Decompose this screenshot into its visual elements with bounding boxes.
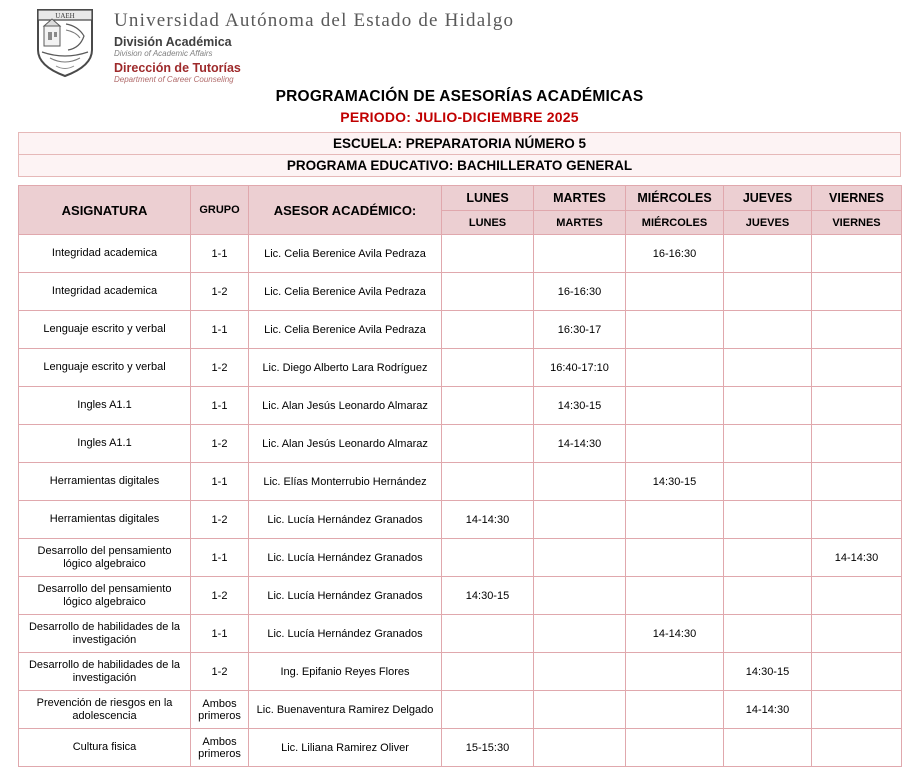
cell-viernes: [812, 273, 902, 311]
cell-martes: 16:40-17:10: [534, 349, 626, 387]
cell-grupo: 1-2: [191, 273, 249, 311]
table-row: [19, 387, 902, 425]
cell-viernes: 14-14:30: [812, 539, 902, 577]
cell-martes: 14:30-15: [534, 387, 626, 425]
cell-miercoles: [626, 691, 724, 729]
cell-miercoles: 14:30-15: [626, 463, 724, 501]
cell-grupo: 1-2: [191, 349, 249, 387]
table-row: [19, 691, 902, 729]
division-es: División Académica: [114, 35, 232, 49]
cell-lunes: [442, 615, 534, 653]
cell-asesor: Lic. Lucía Hernández Granados: [249, 539, 442, 577]
cell-asesor: Lic. Celia Berenice Avila Pedraza: [249, 311, 442, 349]
cell-miercoles: [626, 729, 724, 767]
cell-martes: [534, 615, 626, 653]
university-name: Universidad Autónoma del Estado de Hidalgo: [114, 10, 515, 31]
cell-miercoles: [626, 653, 724, 691]
cell-asesor: Lic. Lucía Hernández Granados: [249, 501, 442, 539]
cell-martes: [534, 691, 626, 729]
cell-grupo: 1-1: [191, 387, 249, 425]
cell-lunes: [442, 691, 534, 729]
cell-lunes: [442, 463, 534, 501]
cell-viernes: [812, 577, 902, 615]
cell-martes: 16-16:30: [534, 273, 626, 311]
header-asignatura: ASIGNATURA: [19, 186, 191, 235]
cell-lunes: [442, 539, 534, 577]
cell-jueves: 14:30-15: [724, 653, 812, 691]
table-row: [19, 425, 902, 463]
cell-martes: [534, 539, 626, 577]
cell-viernes: [812, 235, 902, 273]
cell-jueves: 14-14:30: [724, 691, 812, 729]
cell-asesor: Lic. Alan Jesús Leonardo Almaraz: [249, 425, 442, 463]
program-name: PROGRAMA EDUCATIVO: BACHILLERATO GENERAL: [286, 158, 633, 173]
cell-viernes: [812, 463, 902, 501]
cell-grupo: 1-2: [191, 425, 249, 463]
cell-grupo: 1-1: [191, 463, 249, 501]
cell-viernes: [812, 615, 902, 653]
cell-grupo: 1-2: [191, 653, 249, 691]
svg-text:UAEH: UAEH: [55, 12, 75, 20]
direction-es: Dirección de Tutorías: [114, 60, 241, 75]
cell-asignatura: Herramientas digitales: [19, 501, 191, 539]
cell-asignatura: Lenguaje escrito y verbal: [19, 349, 191, 387]
cell-lunes: [442, 311, 534, 349]
header-day-jueves: JUEVES: [724, 186, 812, 211]
cell-asignatura: Lenguaje escrito y verbal: [19, 311, 191, 349]
header-day-miercoles: MIÉRCOLES: [626, 186, 724, 211]
table-row: [19, 729, 902, 767]
header-day-lunes: LUNES: [442, 186, 534, 211]
cell-jueves: [724, 235, 812, 273]
direction-en: Department of Career Counseling: [114, 75, 234, 85]
cell-asignatura: Cultura fisica: [19, 729, 191, 767]
cell-viernes: [812, 311, 902, 349]
cell-jueves: [724, 387, 812, 425]
cell-miercoles: [626, 425, 724, 463]
header-subday-lunes: LUNES: [442, 211, 534, 235]
cell-asesor: Lic. Lucía Hernández Granados: [249, 577, 442, 615]
cell-martes: 16:30-17: [534, 311, 626, 349]
cell-viernes: [812, 349, 902, 387]
cell-asesor: Ing. Epifanio Reyes Flores: [249, 653, 442, 691]
cell-miercoles: [626, 577, 724, 615]
cell-grupo: Ambos primeros: [191, 691, 249, 729]
cell-lunes: 14-14:30: [442, 501, 534, 539]
cell-asignatura: Desarrollo de habilidades de la investigación: [19, 615, 191, 653]
page-title: PROGRAMACIÓN DE ASESORÍAS ACADÉMICAS: [275, 88, 644, 105]
table-header-row-1: [19, 186, 902, 211]
cell-asignatura: Prevención de riesgos en la adolescencia: [19, 691, 191, 729]
cell-asignatura: Integridad academica: [19, 235, 191, 273]
cell-asesor: Lic. Celia Berenice Avila Pedraza: [249, 273, 442, 311]
cell-viernes: [812, 425, 902, 463]
cell-asignatura: Herramientas digitales: [19, 463, 191, 501]
cell-grupo: 1-2: [191, 577, 249, 615]
header-asesor: ASESOR ACADÉMICO:: [249, 186, 442, 235]
header-subday-martes: MARTES: [534, 211, 626, 235]
cell-jueves: [724, 729, 812, 767]
cell-jueves: [724, 463, 812, 501]
cell-asesor: Lic. Alan Jesús Leonardo Almaraz: [249, 387, 442, 425]
table-row: [19, 539, 902, 577]
cell-grupo: Ambos primeros: [191, 729, 249, 767]
cell-asesor: Lic. Liliana Ramirez Oliver: [249, 729, 442, 767]
header-day-martes: MARTES: [534, 186, 626, 211]
cell-lunes: [442, 653, 534, 691]
cell-viernes: [812, 729, 902, 767]
cell-jueves: [724, 311, 812, 349]
cell-lunes: [442, 387, 534, 425]
cell-miercoles: 14-14:30: [626, 615, 724, 653]
cell-asignatura: Ingles A1.1: [19, 387, 191, 425]
cell-grupo: 1-2: [191, 501, 249, 539]
division-en: Division of Academic Affairs: [114, 49, 213, 59]
cell-martes: [534, 729, 626, 767]
cell-martes: [534, 463, 626, 501]
header-grupo: GRUPO: [191, 186, 249, 235]
document-header: [0, 0, 919, 85]
cell-martes: [534, 577, 626, 615]
cell-grupo: 1-1: [191, 311, 249, 349]
cell-lunes: [442, 273, 534, 311]
cell-jueves: [724, 615, 812, 653]
uaeh-shield-logo-icon: [30, 6, 100, 78]
cell-martes: 14-14:30: [534, 425, 626, 463]
cell-lunes: 15-15:30: [442, 729, 534, 767]
cell-asesor: Lic. Elías Monterrubio Hernández: [249, 463, 442, 501]
cell-martes: [534, 653, 626, 691]
header-day-viernes: VIERNES: [812, 186, 902, 211]
cell-martes: [534, 235, 626, 273]
cell-miercoles: [626, 349, 724, 387]
cell-viernes: [812, 387, 902, 425]
cell-jueves: [724, 425, 812, 463]
cell-asignatura: Ingles A1.1: [19, 425, 191, 463]
cell-viernes: [812, 691, 902, 729]
cell-grupo: 1-1: [191, 539, 249, 577]
cell-miercoles: [626, 539, 724, 577]
cell-miercoles: [626, 387, 724, 425]
table-row: [19, 653, 902, 691]
cell-viernes: [812, 653, 902, 691]
cell-asesor: Lic. Lucía Hernández Granados: [249, 615, 442, 653]
cell-asesor: Lic. Diego Alberto Lara Rodríguez: [249, 349, 442, 387]
cell-grupo: 1-1: [191, 235, 249, 273]
cell-asignatura: Desarrollo de habilidades de la investigación: [19, 653, 191, 691]
period-subtitle: PERIODO: JULIO-DICIEMBRE 2025: [340, 109, 579, 125]
table-row: [19, 577, 902, 615]
table-row: [19, 615, 902, 653]
cell-asesor: Lic. Celia Berenice Avila Pedraza: [249, 235, 442, 273]
cell-viernes: [812, 501, 902, 539]
cell-asignatura: Integridad academica: [19, 273, 191, 311]
cell-jueves: [724, 577, 812, 615]
table-row: [19, 501, 902, 539]
cell-asesor: Lic. Buenaventura Ramirez Delgado: [249, 691, 442, 729]
school-program-band: [18, 132, 901, 177]
cell-jueves: [724, 501, 812, 539]
table-row: [19, 311, 902, 349]
cell-miercoles: 16-16:30: [626, 235, 724, 273]
header-subday-viernes: VIERNES: [812, 211, 902, 235]
cell-lunes: 14:30-15: [442, 577, 534, 615]
header-text-block: [114, 6, 514, 85]
table-row: [19, 273, 902, 311]
table-body: [19, 235, 902, 767]
cell-jueves: [724, 349, 812, 387]
table-row: [19, 463, 902, 501]
table-row: [19, 349, 902, 387]
header-subday-jueves: JUEVES: [724, 211, 812, 235]
cell-asignatura: Desarrollo del pensamiento lógico algebraico: [19, 577, 191, 615]
cell-miercoles: [626, 501, 724, 539]
header-subday-miercoles: MIÉRCOLES: [626, 211, 724, 235]
cell-lunes: [442, 235, 534, 273]
school-name: ESCUELA: PREPARATORIA NÚMERO 5: [19, 133, 900, 155]
cell-lunes: [442, 349, 534, 387]
cell-asignatura: Desarrollo del pensamiento lógico algebraico: [19, 539, 191, 577]
cell-martes: [534, 501, 626, 539]
cell-miercoles: [626, 273, 724, 311]
cell-jueves: [724, 539, 812, 577]
cell-miercoles: [626, 311, 724, 349]
advisory-schedule-table: [18, 185, 902, 767]
cell-jueves: [724, 273, 812, 311]
cell-grupo: 1-1: [191, 615, 249, 653]
table-row: [19, 235, 902, 273]
cell-lunes: [442, 425, 534, 463]
